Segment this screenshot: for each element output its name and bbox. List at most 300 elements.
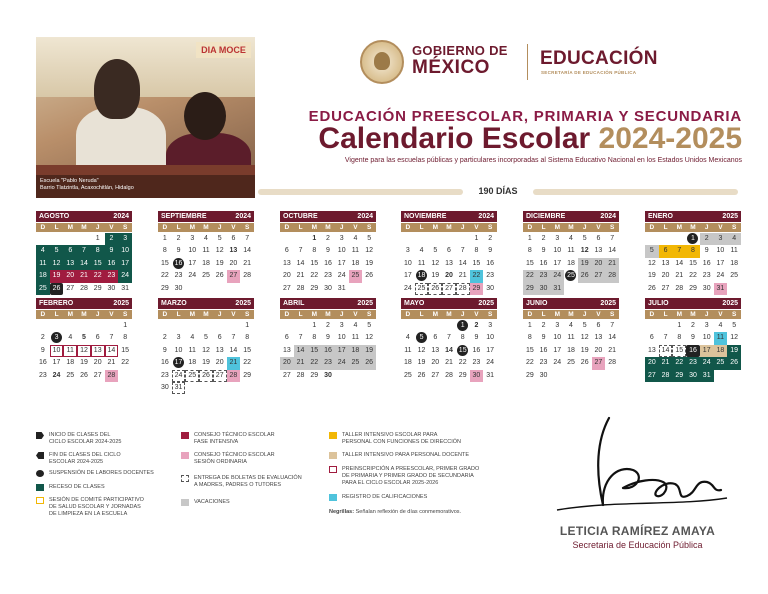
- legend-vacaciones: VACACIONES: [181, 499, 230, 506]
- day-cell: 25: [349, 357, 363, 369]
- weekday-label: M: [67, 224, 73, 231]
- legend-taller-doc: TALLER INTENSIVO PARA PERSONAL DOCENTE: [329, 452, 469, 459]
- day-cell: 1: [312, 235, 317, 242]
- signatory-position: Secretaria de Educación Pública: [572, 540, 703, 550]
- day-cell: 26: [199, 370, 213, 382]
- month-name: JULIO: [648, 300, 669, 307]
- day-cell: 21: [608, 346, 617, 354]
- day-cell: 25: [36, 283, 50, 295]
- day-cell: 26: [428, 283, 442, 295]
- day-cell: 9: [704, 247, 709, 255]
- weekday-label: L: [419, 224, 424, 231]
- day-cell: 28: [105, 370, 119, 382]
- day-cell: 28: [456, 283, 470, 295]
- day-cell: 6: [284, 247, 289, 255]
- weekday-label: L: [663, 311, 668, 318]
- day-cell: 21: [243, 259, 252, 267]
- weekday-label: M: [203, 224, 209, 231]
- weekday-label: J: [582, 311, 587, 318]
- day-cell: 9: [691, 334, 695, 342]
- day-cell: 15: [91, 258, 105, 270]
- day-cell: 22: [160, 272, 169, 280]
- day-grid: [645, 320, 741, 382]
- registro-swatch: [329, 494, 337, 501]
- weekday-row: [523, 310, 619, 319]
- legend-boletas: ENTREGA DE BOLETAS DE EVALUACIÓN A MADRES, PADRES O TUTORES: [181, 475, 302, 489]
- day-cell: 3: [118, 233, 132, 245]
- day-cell: 11: [351, 334, 360, 342]
- day-cell: 27: [227, 270, 241, 282]
- day-cell: 25: [730, 272, 739, 280]
- day-cell: 29: [523, 283, 537, 295]
- day-grid: [36, 233, 132, 295]
- day-cell: 27: [592, 357, 606, 369]
- weekday-label: J: [217, 224, 222, 231]
- day-cell: 19: [580, 346, 589, 354]
- day-cell: 22: [121, 359, 130, 367]
- day-cell: 19: [727, 345, 741, 357]
- day-cell: 24: [52, 371, 61, 379]
- day-cell: 22: [689, 272, 697, 280]
- day-cell: 14: [296, 259, 305, 267]
- weekday-label: M: [554, 311, 560, 318]
- day-cell: 12: [365, 247, 374, 255]
- weekday-label: D: [649, 224, 655, 231]
- day-cell: 14: [675, 259, 684, 267]
- day-cell: 17: [716, 259, 725, 267]
- day-cell: 20: [594, 346, 603, 354]
- day-cell: 31: [550, 283, 564, 295]
- day-cell: 17: [403, 272, 412, 280]
- day-cell: 7: [231, 334, 236, 342]
- day-cell: 16: [321, 345, 335, 357]
- month-year: 2024: [478, 213, 494, 220]
- day-cell: 6: [217, 334, 222, 342]
- day-cell: 16: [486, 259, 495, 267]
- month-header: [401, 211, 497, 222]
- weekday-label: M: [189, 224, 195, 231]
- weekday-label: M: [325, 224, 331, 231]
- month-name: OCTUBRE: [283, 213, 318, 220]
- weekday-label: S: [366, 311, 372, 318]
- weekday-row: [645, 310, 741, 319]
- day-cell: 4: [419, 247, 424, 255]
- day-cell: 13: [647, 346, 656, 354]
- day-cell: 26: [727, 357, 741, 369]
- day-cell: 29: [470, 283, 484, 295]
- day-cell: 23: [486, 272, 495, 280]
- month-header: [523, 211, 619, 222]
- day-cell: 22: [523, 270, 537, 282]
- day-cell: 15: [689, 259, 697, 267]
- taller-dir-swatch: [329, 432, 337, 439]
- day-cell: 25: [185, 370, 199, 382]
- day-cell: 28: [675, 284, 684, 292]
- day-cell: 20: [661, 272, 670, 280]
- weekday-label: L: [541, 311, 546, 318]
- weekday-label: V: [109, 224, 114, 231]
- month-year: 2025: [478, 300, 494, 307]
- weekday-label: V: [596, 311, 601, 318]
- weekday-row: [158, 223, 254, 232]
- weekday-label: J: [95, 311, 100, 318]
- day-cell: 11: [730, 247, 738, 255]
- legend-preinsc: PREINSCRIPCIÓN A PREESCOLAR, PRIMER GRADO DE PRIMARIA Y PRIMER GRADO DE SECUNDARIA PARA EL CICLO ESCOLAR 2025-2026: [329, 466, 479, 487]
- day-cell: 28: [227, 370, 241, 382]
- day-cell: 2: [700, 233, 714, 245]
- day-cell: 2: [541, 322, 546, 329]
- weekday-label: V: [353, 311, 358, 318]
- weekday-label: V: [109, 311, 114, 318]
- day-cell: 16: [539, 346, 548, 354]
- day-cell: 16: [686, 345, 700, 357]
- weekday-label: D: [405, 311, 411, 318]
- weekday-label: J: [704, 311, 709, 318]
- day-cell: 29: [525, 371, 534, 379]
- weekday-label: M: [311, 224, 317, 231]
- day-cell: 4: [727, 233, 741, 245]
- month-header: [280, 298, 376, 309]
- weekday-label: V: [474, 311, 479, 318]
- day-cell: 23: [686, 357, 700, 369]
- day-cell: 30: [702, 284, 711, 292]
- day-cell: 2: [105, 233, 119, 245]
- day-cell: 2: [176, 235, 181, 242]
- weekday-label: L: [54, 224, 59, 231]
- day-cell: 2: [541, 235, 546, 242]
- weekday-label: M: [67, 311, 73, 318]
- weekday-row: [36, 310, 132, 319]
- day-cell: 1: [527, 322, 532, 329]
- day-cell: 21: [659, 357, 673, 369]
- day-cell: 9: [541, 334, 546, 342]
- mexico-label: MÉXICO: [412, 57, 490, 78]
- day-cell: 26: [578, 270, 592, 282]
- day-cell: 10: [118, 245, 132, 257]
- day-cell: 1: [686, 233, 700, 245]
- day-cell: 2: [40, 334, 45, 342]
- day-cell: 24: [337, 272, 346, 280]
- day-cell: 12: [580, 247, 589, 255]
- legend-suspension: SUSPENSIÓN DE LABORES DOCENTES: [36, 470, 154, 477]
- day-cell: 24: [486, 359, 495, 367]
- weekday-label: D: [40, 311, 46, 318]
- day-cell: 23: [105, 270, 119, 282]
- day-cell: 19: [50, 270, 64, 282]
- day-cell: 13: [215, 346, 224, 354]
- day-cell: 24: [403, 284, 412, 292]
- weekday-label: V: [474, 224, 479, 231]
- day-cell: 12: [50, 258, 64, 270]
- day-cell: 26: [362, 357, 376, 369]
- weekday-label: M: [676, 224, 682, 231]
- weekday-label: V: [718, 224, 723, 231]
- legend-taller-dir: TALLER INTENSIVO ESCOLAR PARA PERSONAL CON FUNCIONES DE DIRECCIÓN: [329, 432, 461, 446]
- day-cell: 15: [121, 346, 130, 354]
- month-year: 2025: [113, 300, 129, 307]
- photo-caption-school: Escuela "Pablo Neruda": [40, 178, 99, 184]
- day-cell: 19: [80, 359, 88, 367]
- day-cell: 10: [403, 259, 412, 267]
- day-cell: 10: [553, 334, 562, 342]
- day-cell: 28: [659, 370, 673, 382]
- weekday-row: [36, 223, 132, 232]
- day-cell: 3: [714, 233, 728, 245]
- day-cell: 16: [174, 259, 183, 267]
- month-name: ENERO: [648, 213, 673, 220]
- weekday-label: S: [244, 224, 250, 231]
- day-cell: 2: [474, 322, 479, 329]
- month-name: MAYO: [404, 300, 425, 307]
- title-text: Calendario Escolar: [318, 122, 591, 155]
- legend-comite: SESIÓN DE COMITÉ PARTICIPATIVO DE SALUD ESCOLAR Y JORNADAS DE LIMPIEZA EN LA ESCUELA: [36, 497, 144, 518]
- month-header: [401, 298, 497, 309]
- validity-note: Vigente para las escuelas públicas y particulares incorporadas al Sistema Educativo Nacional en los Estados Unidos Mexicanos: [344, 157, 742, 164]
- day-cell: 30: [324, 371, 332, 379]
- month-febrero: [36, 298, 132, 382]
- month-name: DICIEMBRE: [526, 213, 566, 220]
- day-cell: 14: [294, 345, 308, 357]
- day-cell: 25: [349, 270, 363, 282]
- day-cell: 27: [592, 270, 606, 282]
- day-cell: 2: [326, 235, 330, 242]
- day-cell: 14: [608, 334, 617, 342]
- day-cell: 13: [431, 346, 440, 354]
- day-cell: 7: [77, 245, 91, 257]
- day-cell: 22: [307, 357, 321, 369]
- day-grid: [401, 233, 497, 295]
- day-cell: 14: [243, 247, 252, 255]
- day-cell: 20: [645, 357, 659, 369]
- sep-label: SECRETARÍA DE EDUCACIÓN PÚBLICA: [541, 70, 637, 75]
- day-cell: 26: [365, 272, 374, 280]
- day-cell: 18: [66, 359, 75, 367]
- legend-inicio: INICIO DE CLASES DEL CICLO ESCOLAR 2024-2025: [36, 432, 121, 446]
- day-cell: 24: [118, 270, 132, 282]
- legend-nota: Negrillas: Señalan reflexión de días conmemorativos.: [329, 509, 462, 515]
- page-subtitle: EDUCACIÓN PREESCOLAR, PRIMARIA Y SECUNDARIA: [308, 108, 742, 125]
- weekday-label: L: [541, 224, 546, 231]
- day-cell: 24: [335, 357, 349, 369]
- day-cell: 20: [282, 272, 291, 280]
- day-cell: 18: [730, 259, 739, 267]
- day-cell: 12: [431, 259, 440, 267]
- weekday-label: M: [568, 224, 574, 231]
- vacaciones-swatch: [181, 499, 189, 506]
- day-cell: 4: [569, 235, 573, 242]
- day-cell: 5: [204, 334, 208, 342]
- day-cell: 4: [718, 322, 723, 329]
- legend-intensivo: CONSEJO TÉCNICO ESCOLAR FASE INTENSIVA: [181, 432, 275, 446]
- weekday-label: M: [203, 311, 209, 318]
- day-cell: 18: [567, 259, 575, 267]
- weekday-label: S: [487, 311, 493, 318]
- weekday-label: L: [54, 311, 59, 318]
- weekday-label: M: [81, 311, 87, 318]
- day-cell: 17: [553, 259, 562, 267]
- day-cell: 22: [310, 272, 319, 280]
- educacion-label: EDUCACIÓN: [540, 48, 658, 69]
- day-cell: 30: [107, 284, 116, 292]
- day-cell: 23: [321, 357, 335, 369]
- day-cell: 30: [174, 284, 183, 292]
- weekday-label: S: [487, 224, 493, 231]
- day-cell: 17: [700, 345, 714, 357]
- day-cell: 24: [188, 272, 197, 280]
- day-cell: 3: [555, 322, 560, 329]
- day-cell: 9: [105, 245, 119, 257]
- day-cell: 8: [460, 334, 465, 342]
- weekday-row: [280, 223, 376, 232]
- day-cell: 8: [312, 247, 317, 255]
- day-cell: 2: [162, 334, 167, 342]
- day-cell: 3: [190, 235, 195, 242]
- photo-caption-place: Barrio Tlatzintla, Acaxochitlán, Hidalgo: [40, 185, 134, 191]
- weekday-label: M: [81, 224, 87, 231]
- weekday-label: S: [122, 224, 128, 231]
- day-cell: 5: [367, 235, 372, 242]
- day-cell: 5: [645, 245, 659, 257]
- day-cell: 11: [714, 332, 728, 344]
- day-cell: 28: [605, 270, 619, 282]
- day-cell: 5: [582, 235, 587, 242]
- day-cell: 28: [608, 359, 617, 367]
- month-year: 2025: [722, 213, 738, 220]
- day-cell: 8: [123, 334, 128, 342]
- weekday-label: D: [284, 311, 290, 318]
- day-cell: 3: [50, 332, 64, 344]
- day-cell: 10: [188, 247, 197, 255]
- day-grid: [36, 320, 132, 382]
- weekday-label: S: [731, 311, 737, 318]
- day-cell: 20: [229, 259, 238, 267]
- day-cell: 14: [105, 345, 119, 357]
- month-header: [645, 298, 741, 309]
- day-cell: 24: [553, 359, 562, 367]
- day-cell: 16: [539, 259, 548, 267]
- month-diciembre: [523, 211, 619, 295]
- weekday-label: L: [298, 224, 303, 231]
- day-cell: 18: [188, 359, 197, 367]
- day-cell: 12: [202, 346, 210, 354]
- weekday-label: M: [325, 311, 331, 318]
- day-cell: 19: [431, 272, 440, 280]
- day-cell: 4: [353, 235, 358, 242]
- month-noviembre: [401, 211, 497, 295]
- day-cell: 2: [488, 235, 493, 242]
- day-cell: 30: [470, 370, 484, 382]
- day-grid: [645, 233, 741, 295]
- weekday-label: M: [446, 224, 452, 231]
- day-cell: 3: [176, 334, 181, 342]
- day-cell: 20: [592, 258, 606, 270]
- day-cell: 9: [488, 247, 493, 255]
- month-header: [36, 298, 132, 309]
- weekday-label: J: [339, 224, 344, 231]
- month-year: 2025: [722, 300, 738, 307]
- day-cell: 20: [280, 357, 294, 369]
- day-cell: 5: [217, 235, 222, 242]
- month-name: FEBRERO: [39, 300, 74, 307]
- month-year: 2024: [357, 213, 373, 220]
- weekday-label: J: [704, 224, 709, 231]
- day-cell: 11: [188, 346, 196, 354]
- day-cell: 11: [36, 258, 50, 270]
- day-cell: 17: [335, 345, 349, 357]
- day-cell: 3: [339, 235, 344, 242]
- day-cell: 8: [245, 334, 250, 342]
- day-cell: 19: [362, 345, 376, 357]
- day-cell: 29: [310, 284, 319, 292]
- weekday-row: [401, 310, 497, 319]
- day-cell: 22: [525, 359, 534, 367]
- weekday-label: V: [231, 224, 236, 231]
- signatory-name: LETICIA RAMÍREZ AMAYA: [559, 524, 716, 538]
- month-agosto: [36, 211, 132, 295]
- month-year: 2025: [600, 300, 616, 307]
- month-mayo: [401, 298, 497, 382]
- day-cell: 7: [610, 322, 615, 329]
- weekday-label: S: [609, 311, 615, 318]
- weekday-label: M: [446, 311, 452, 318]
- day-cell: 17: [52, 359, 61, 367]
- weekday-label: S: [244, 311, 250, 318]
- day-cell: 13: [282, 259, 291, 267]
- weekday-label: J: [460, 311, 465, 318]
- month-year: 2024: [235, 213, 251, 220]
- weekday-label: M: [311, 311, 317, 318]
- day-cell: 11: [567, 247, 575, 255]
- day-cell: 13: [445, 259, 453, 267]
- day-grid: [158, 233, 254, 295]
- weekday-label: D: [162, 311, 168, 318]
- day-cell: 18: [403, 359, 412, 367]
- day-cell: 8: [527, 247, 532, 255]
- day-cell: 29: [160, 284, 169, 292]
- day-cell: 22: [91, 270, 105, 282]
- day-cell: 24: [550, 270, 564, 282]
- day-cell: 5: [82, 334, 86, 342]
- day-cell: 9: [40, 346, 45, 354]
- day-cell: 28: [445, 371, 453, 379]
- taller-doc-swatch: [329, 452, 337, 459]
- day-cell: 5: [732, 322, 737, 329]
- day-cell: 20: [445, 272, 453, 280]
- day-cell: 11: [63, 345, 77, 357]
- day-cell: 4: [405, 334, 410, 342]
- day-cell: 15: [458, 346, 467, 354]
- month-header: [523, 298, 619, 309]
- day-cell: 10: [716, 247, 725, 255]
- day-cell: 29: [243, 371, 252, 379]
- weekday-label: M: [554, 224, 560, 231]
- day-cell: 30: [539, 371, 548, 379]
- day-cell: 9: [326, 247, 330, 255]
- month-header: [645, 211, 741, 222]
- day-cell: 25: [567, 359, 575, 367]
- day-cell: 22: [243, 359, 252, 367]
- day-cell: 12: [730, 334, 739, 342]
- day-cell: 18: [567, 346, 575, 354]
- day-cell: 7: [298, 334, 303, 342]
- photo-caption: [36, 175, 255, 198]
- weekday-row: [523, 223, 619, 232]
- day-cell: 8: [686, 245, 700, 257]
- national-seal-icon: [360, 40, 404, 84]
- day-cell: 7: [610, 235, 615, 242]
- day-cell: 14: [77, 258, 91, 270]
- day-cell: 16: [324, 259, 332, 267]
